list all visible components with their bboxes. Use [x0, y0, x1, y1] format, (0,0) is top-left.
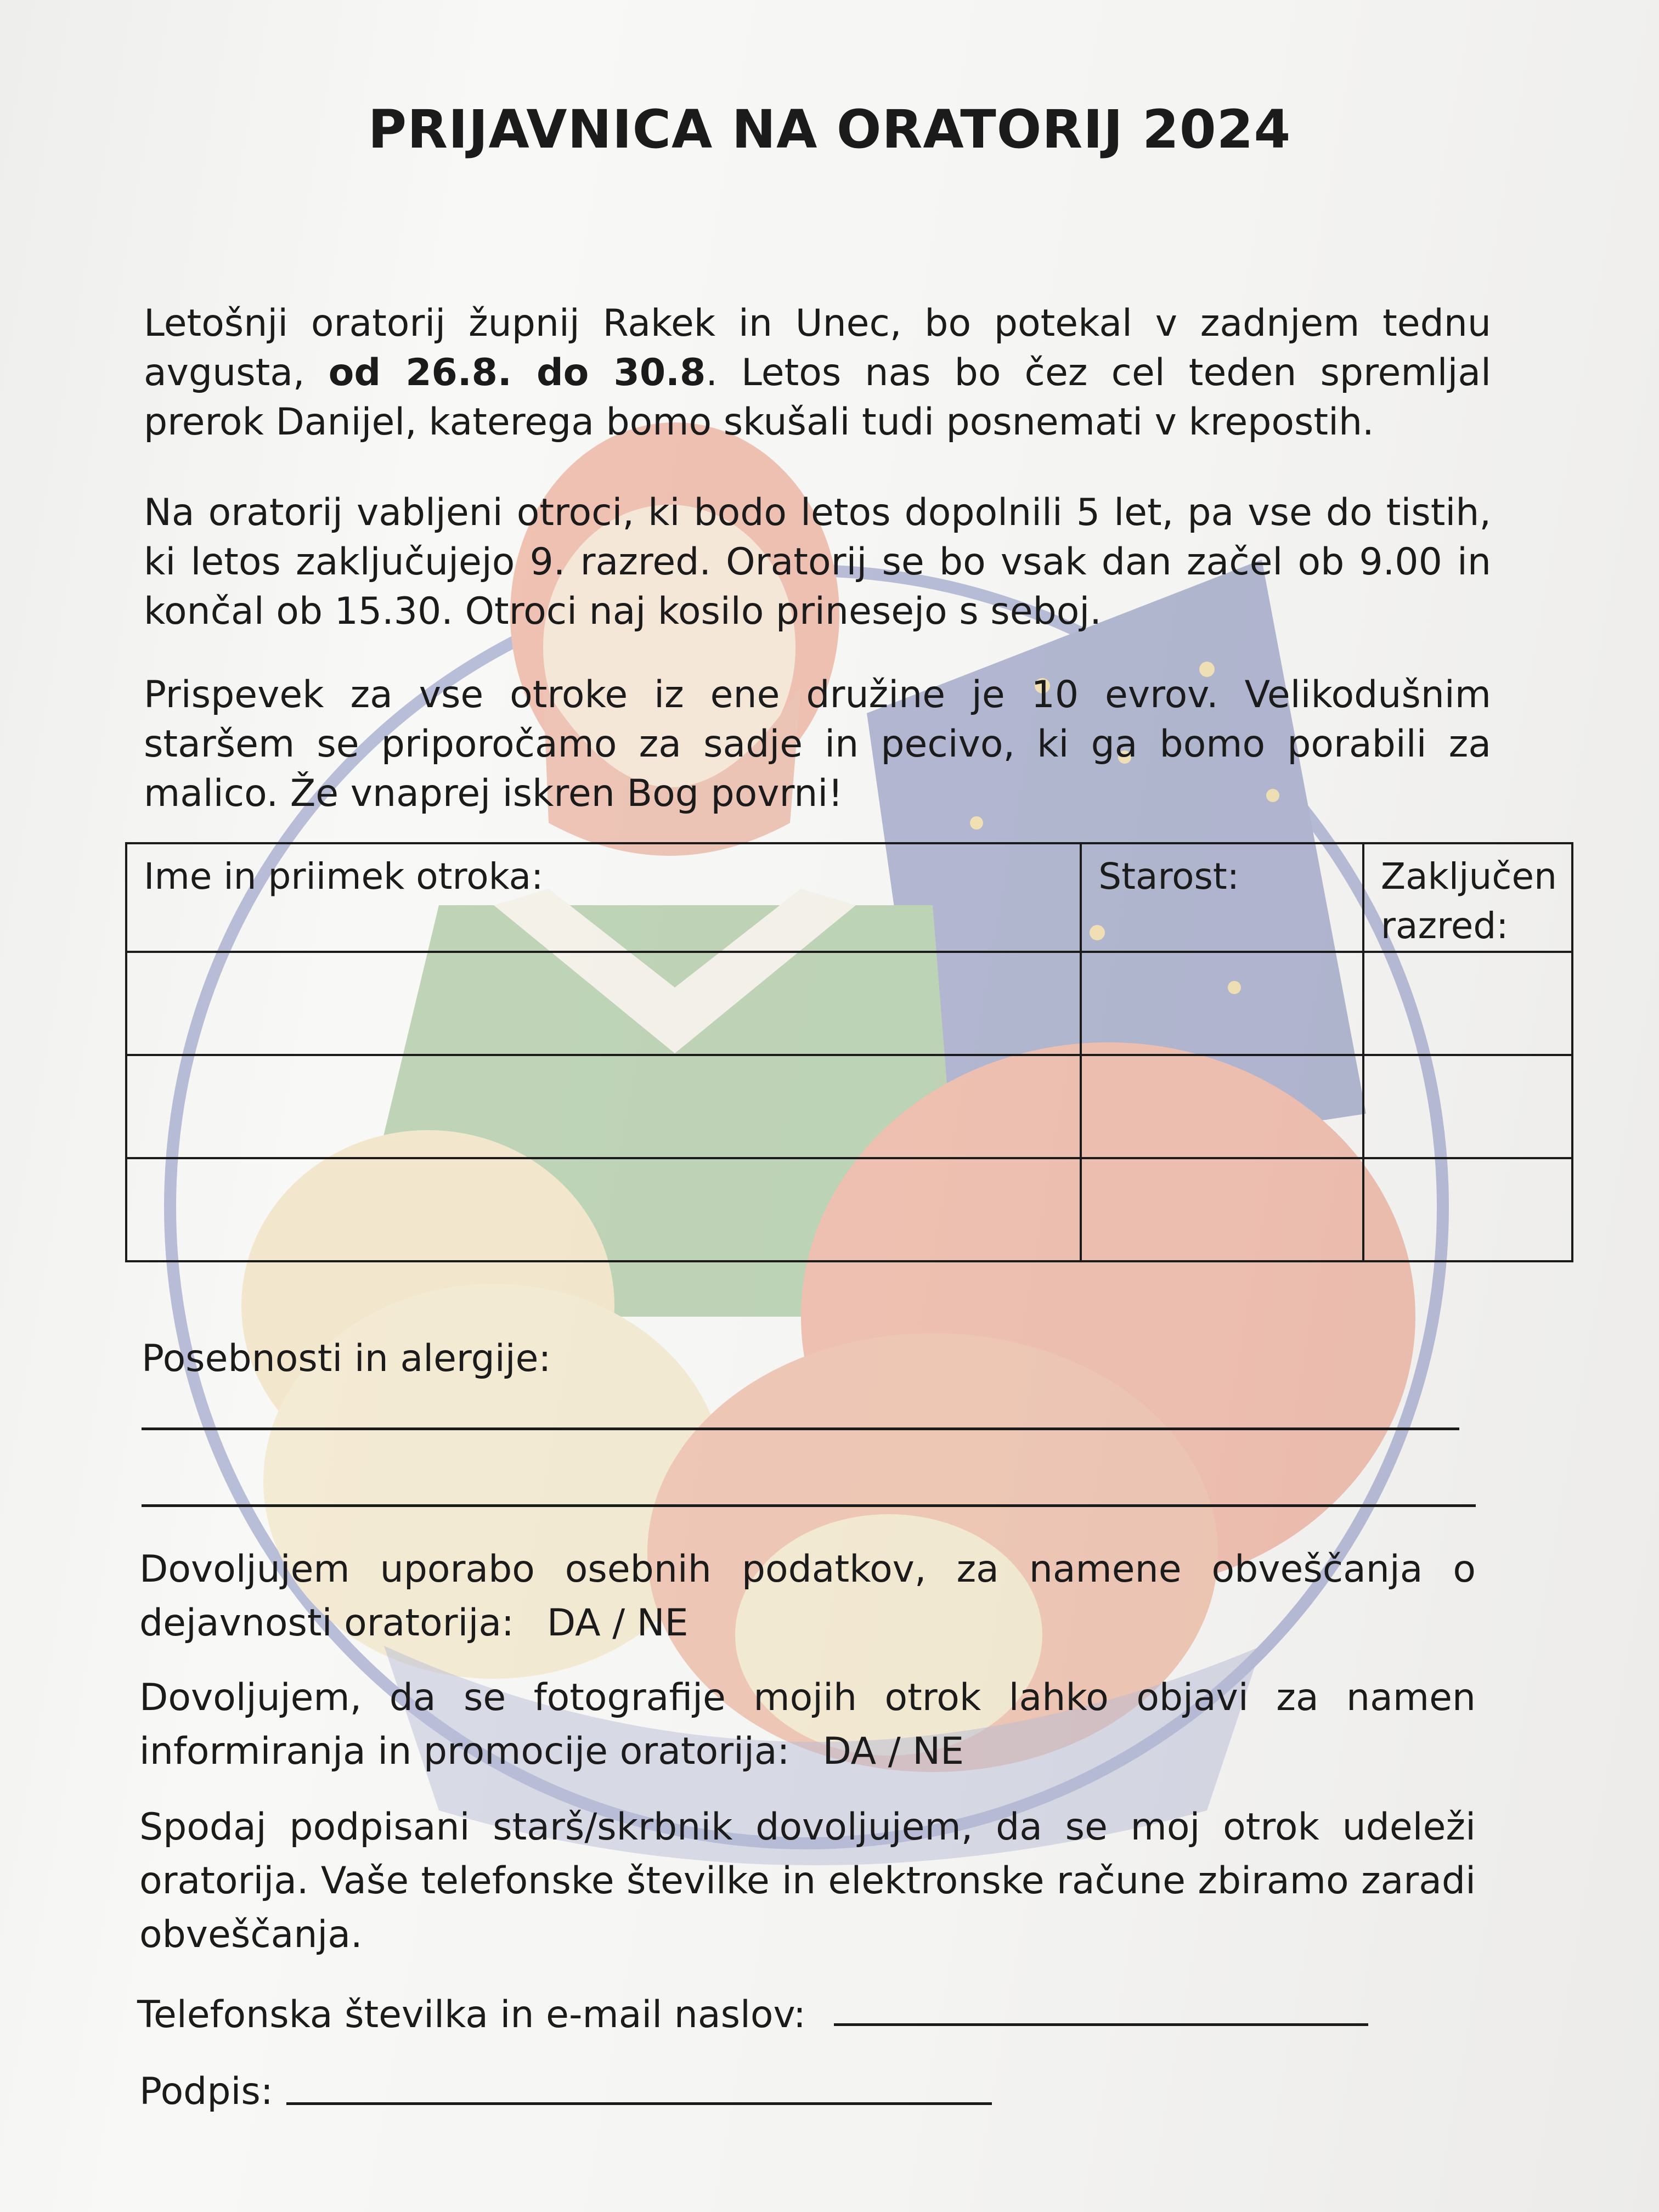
contact-line[interactable]	[834, 2023, 1368, 2026]
allergies-label: Posebnosti in alergije:	[142, 1337, 551, 1380]
form-title: PRIJAVNICA NA ORATORIJ 2024	[368, 99, 1291, 160]
table-row	[126, 1158, 1572, 1261]
consent-data-answer[interactable]: DA / NE	[546, 1601, 689, 1645]
children-table-header	[126, 843, 1572, 952]
consent-photos-text: Dovoljujem, da se fotografije mojih otrok lahko objavi za namen informiranja in promocije oratorija:	[139, 1676, 1476, 1773]
consent-participation: Spodaj podpisani starš/skrbnik dovoljujem, da se moj otrok udeleži oratorija. Vaše telefonske številke in elektronske račune zbiramo zaradi obveščanja.	[139, 1805, 1476, 1956]
contact-label: Telefonska številka in e-mail naslov:	[137, 1993, 806, 2036]
intro-dates-bold: od 26.8. do 30.8	[328, 351, 706, 394]
consent-data-usage	[139, 1543, 1476, 1650]
intro-paragraph-contribution: Prispevek za vse otroke iz ene družine je 10 evrov. Velikodušnim staršem se priporočamo za sadje in pecivo, ki ga bomo porabili za malico. Že vnaprej iskren Bog povrni!	[144, 673, 1491, 815]
age-cell[interactable]	[1081, 1158, 1363, 1261]
intro-paragraph-schedule: Na oratorij vabljeni otroci, ki bodo letos dopolnili 5 let, pa vse do tistih, ki letos zaključujejo 9. razred. Oratorij se bo vsak dan začel ob 9.00 in končal ob 15.30. Otroci naj kosilo prinesejo s seboj.	[144, 491, 1491, 633]
child-name-cell[interactable]	[126, 952, 1081, 1055]
intro-text-end: . Letos nas bo čez cel teden spremljal prerok Danijel, katerega bomo skušali tudi posnemati v krepostih.	[144, 351, 1491, 444]
header-finished-grade: Zaključen razred:	[1363, 843, 1572, 952]
consent-photos-answer[interactable]: DA / NE	[822, 1730, 964, 1773]
allergies-line-1[interactable]	[142, 1427, 1459, 1430]
consent-photos	[139, 1671, 1476, 1779]
header-child-name: Ime in priimek otroka:	[126, 843, 1081, 952]
grade-cell[interactable]	[1363, 1158, 1572, 1261]
child-name-cell[interactable]	[126, 1055, 1081, 1158]
children-table	[125, 842, 1573, 1262]
age-cell[interactable]	[1081, 1055, 1363, 1158]
child-name-cell[interactable]	[126, 1158, 1081, 1261]
header-age: Starost:	[1081, 843, 1363, 952]
grade-cell[interactable]	[1363, 1055, 1572, 1158]
signature-line[interactable]	[286, 2102, 992, 2105]
intro-paragraph-dates	[144, 299, 1491, 447]
intro-text-start: Letošnji oratorij župnij Rakek in Unec, bo potekal v zadnjem tednu avgusta,	[144, 302, 1491, 394]
age-cell[interactable]	[1081, 952, 1363, 1055]
signature-label: Podpis:	[139, 2070, 273, 2113]
consent-data-text: Dovoljujem uporabo osebnih podatkov, za namene obveščanja o dejavnosti oratorija:	[139, 1548, 1476, 1645]
table-row	[126, 1055, 1572, 1158]
grade-cell[interactable]	[1363, 952, 1572, 1055]
allergies-line-2[interactable]	[142, 1504, 1476, 1507]
table-row	[126, 952, 1572, 1055]
